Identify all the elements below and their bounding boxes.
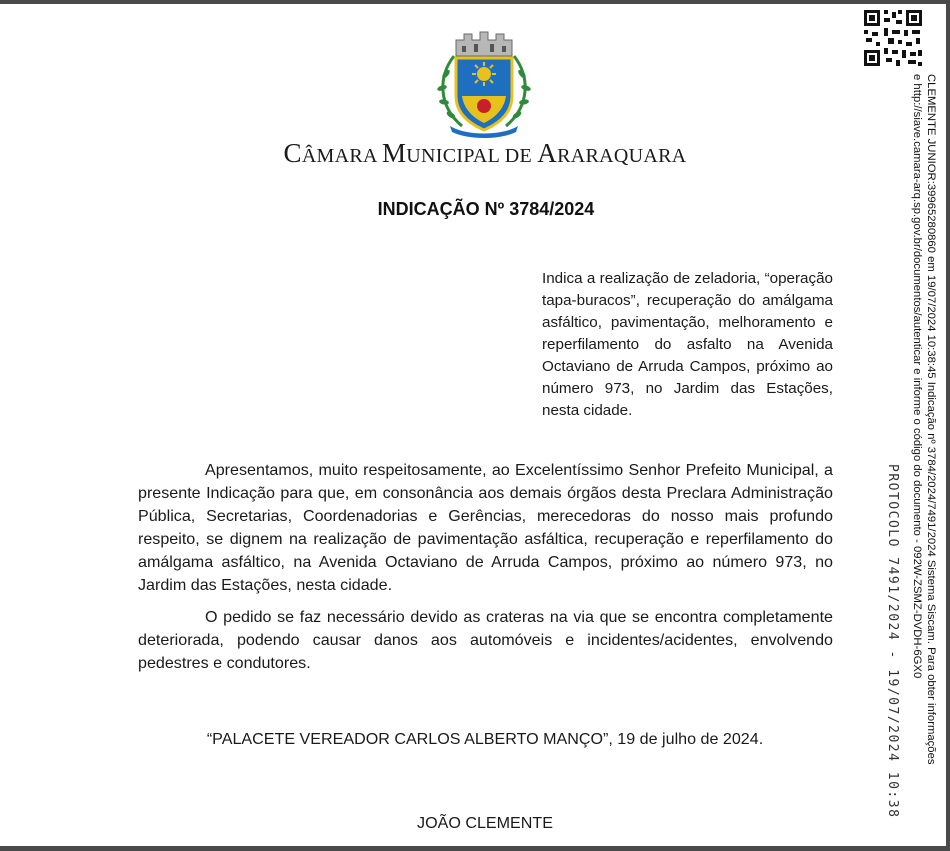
signature-line: CLEMENTE JUNIOR:39965280860 em 19/07/2024 10:38:45 Indicação nº 3784/2024/7491/2024 Sistema Siscam. Para obter informações [925,74,937,765]
signer-name: JOÃO CLEMENTE [417,814,553,832]
body-paragraph: O pedido se faz necessário devido as crateras na via que se encontra completamente deteriorada, podendo causar danos aos automóveis e incidentes/acidentes, envolvendo pedestres e condutores. [138,608,833,672]
ementa [542,268,833,422]
ementa-text: Indica a realização de zeladoria, “operação tapa-buracos”, recuperação do amálgama asfáltico, pavimentação, melhoramento e reperfilamento do asfalto na Avenida Octaviano de Arruda Campos, próximo ao número 973, no Jardim das Estações, nesta cidade. [542,270,833,419]
document-page [0,4,946,846]
body-paragraph: Apresentamos, muito respeitosamente, ao Excelentíssimo Senhor Prefeito Municipal, a presente Indicação para que, em consonância aos demais órgãos desta Preclara Administração Pública, Secretarias, Coordenadorias e Gerências, merecedoras do nosso mais profundo respeito, se dignem na realização de pavimentação asfáltica, recuperação e reperfilamento do amálgama asfáltico, na Avenida Octaviano de Arruda Campos, próximo ao número 973, no Jardim das Estações, nesta cidade. [138,461,833,594]
coat-of-arms-icon [432,26,536,138]
place-date: “PALACETE VEREADOR CARLOS ALBERTO MANÇO”, 19 de julho de 2024. [206,730,764,748]
document-body [138,459,833,675]
signature-line: e http://siave.camara-arq.sp.gov.br/documentos/autenticar e informe o código do documento - 092W-ZSMZ-DVDH-6GX0 [911,74,923,679]
protocol-stamp-text: PROTOCOLO 7491/2024 - 19/07/2024 10:38 [885,464,900,819]
qr-code-icon [862,8,924,68]
document-title: INDICAÇÃO Nº 3784/2024 [377,199,595,219]
protocol-stamp [885,464,901,844]
institution-name: CÂMARA MUNICIPAL DE ARARAQUARA [283,138,687,168]
digital-signature-note [911,74,939,846]
